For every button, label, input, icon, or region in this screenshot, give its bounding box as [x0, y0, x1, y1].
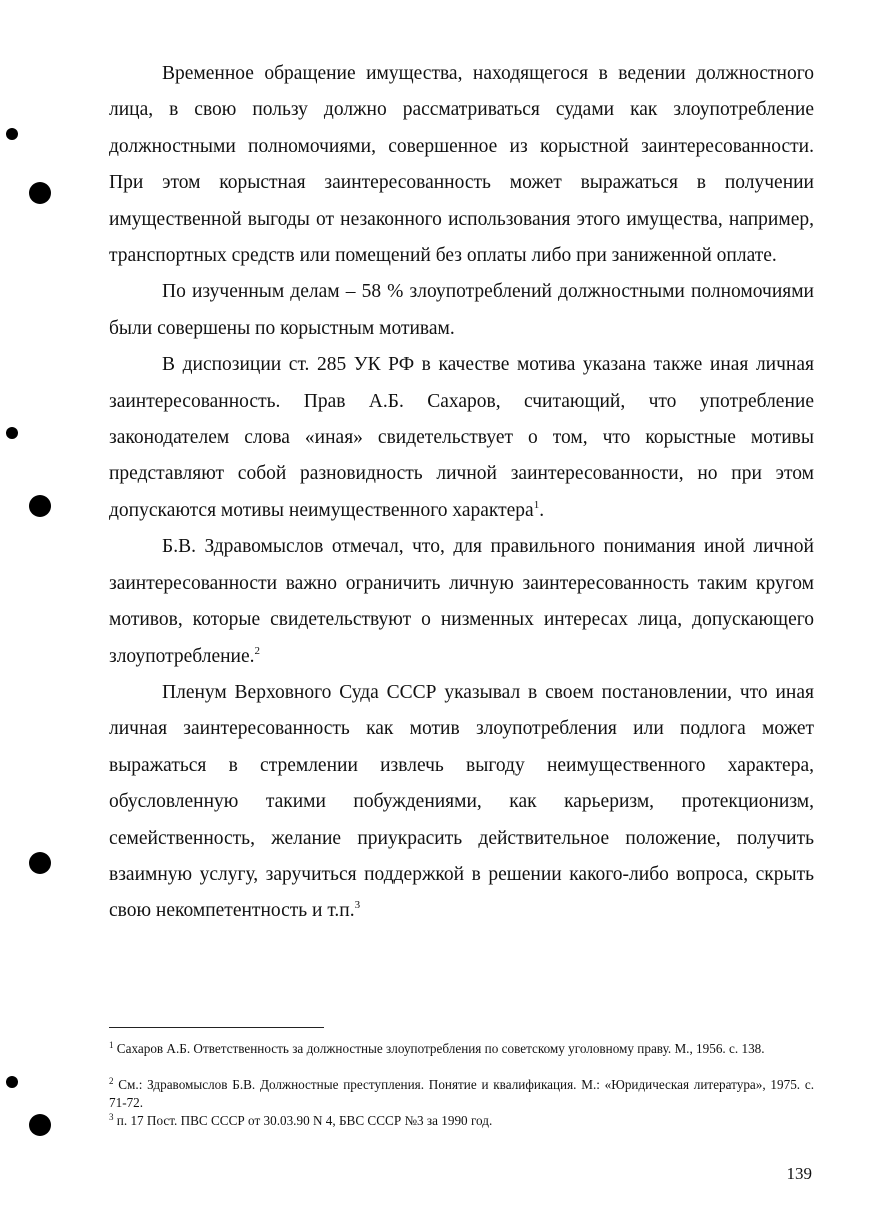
paragraph-4 — [109, 529, 814, 675]
punch-hole-dot — [6, 128, 18, 140]
footnote-ref-1: 1 — [533, 498, 540, 511]
punch-hole-dot — [29, 182, 51, 204]
paragraph-3-tail: . — [539, 499, 545, 521]
footnote-2-mark: 2 — [109, 1076, 114, 1086]
paragraph-5 — [109, 675, 814, 930]
footnote-2 — [109, 1076, 814, 1112]
page-number: 139 — [786, 1164, 812, 1183]
main-text — [109, 56, 814, 930]
footnote-1 — [109, 1040, 814, 1058]
paragraph-1-text: Временное обращение имущества, находящегося в ведении должностного лица, в свою пользу должно рассматриваться судами как злоупотребление должностными полномочиями, совершенное из корыстной заинтересованности. При этом корыстная заинтересованность может выражаться в получении имущественной выгоды от незаконного использования этого имущества, например, транспортных средств или помещений без оплаты либо при заниженной оплате. — [109, 63, 814, 267]
paragraph-4-text: Б.В. Здравомыслов отмечал, что, для правильного понимания иной личной заинтересованности важно ограничить личную заинтересованность таким кругом мотивов, которые свидетельствуют о низменных интересах лица, допускающего злоупотребление. — [109, 536, 814, 667]
footnote-1-text: Сахаров А.Б. Ответственность за должностные злоупотребления по советскому уголовному праву. М., 1956. с. 138. — [116, 1041, 765, 1056]
footnote-ref-3: 3 — [354, 899, 361, 912]
footnote-3 — [109, 1112, 814, 1130]
paragraph-3-text: В диспозиции ст. 285 УК РФ в качестве мотива указана также иная личная заинтересованность. Прав А.Б. Сахаров, считающий, что употребление законодателем слова «иная» свидетельствует о том, что корыстные мотивы представляют собой разновидность личной заинтересованности, но при этом допускаются мотивы неимущественного характера — [109, 354, 814, 521]
footnote-2-text: См.: Здравомыслов Б.В. Должностные преступления. Понятие и квалификация. М.: «Юридическая литература», 1975. с. 71-72. — [109, 1077, 815, 1110]
footnote-separator — [109, 1027, 324, 1028]
paragraph-2-text: По изученным делам – 58 % злоупотреблений должностными полномочиями были совершены по корыстным мотивам. — [109, 281, 814, 339]
punch-hole-dot — [6, 1076, 18, 1088]
footnotes — [109, 1040, 814, 1130]
punch-hole-dot — [29, 495, 51, 517]
paragraph-2 — [109, 274, 814, 347]
punch-hole-dot — [29, 1114, 51, 1136]
footnote-1-mark: 1 — [109, 1040, 114, 1050]
footnote-3-text: п. 17 Пост. ПВС СССР от 30.03.90 N 4, БВС СССР №3 за 1990 год. — [116, 1113, 493, 1128]
punch-hole-dot — [6, 427, 18, 439]
punch-hole-dot — [29, 852, 51, 874]
paragraph-3 — [109, 347, 814, 529]
footnote-3-mark: 3 — [109, 1112, 114, 1122]
paragraph-1 — [109, 56, 814, 274]
footnote-ref-2: 2 — [254, 644, 261, 657]
paragraph-5-text: Пленум Верховного Суда СССР указывал в своем постановлении, что иная личная заинтересованность как мотив злоупотребления или подлога может выражаться в стремлении извлечь выгоду неимущественного характера, обусловленную такими побуждениями, как карьеризм, протекционизм, семейственность, желание приукрасить действительное положение, получить взаимную услугу, заручиться поддержкой в решении какого-либо вопроса, скрыть свою некомпетентность и т.п. — [109, 681, 814, 922]
